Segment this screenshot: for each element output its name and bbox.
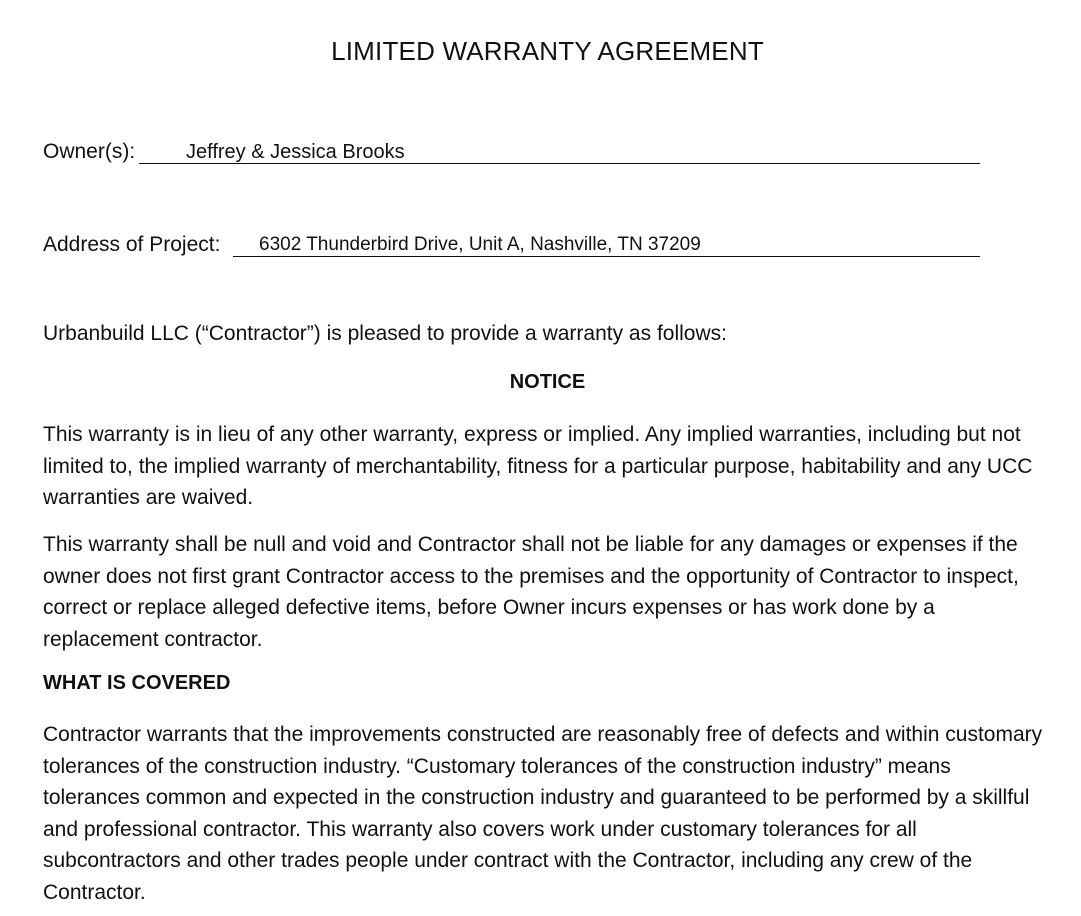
address-label: Address of Project: [43,233,221,256]
address-field [43,233,220,257]
intro-text: Urbanbuild LLC (“Contractor”) is pleased to provide a warranty as follows: [43,322,727,345]
covered-paragraph: Contractor warrants that the improvements constructed are reasonably free of defects and within customary tolerances of the construction industry. “Customary tolerances of the construction industry” means tolerances common and expected in the construction industry and guaranteed to be performed by a skillful and professional contractor. This warranty also covers work under customary tolerances for all subcontractors and other trades people under contract with the Contractor, including any crew of the Contractor. [43,723,1043,904]
document-title: LIMITED WARRANTY AGREEMENT [331,36,764,66]
covered-heading: WHAT IS COVERED [43,672,231,694]
address-underline [233,256,980,257]
notice-heading: NOTICE [509,371,586,393]
owner-value: Jeffrey & Jessica Brooks [186,141,405,163]
notice-paragraph-1: This warranty is in lieu of any other warranty, express or implied. Any implied warranties, including but not limited to, the implied warranty of merchantability, fitness for a particular purpose, habitability and any UCC warranties are waived. [43,423,1033,510]
address-value: 6302 Thunderbird Drive, Unit A, Nashville, TN 37209 [259,234,701,255]
owner-field [43,140,135,164]
owner-label: Owner(s): [43,140,136,163]
notice-paragraph-2: This warranty shall be null and void and Contractor shall not be liable for any damages or expenses if the owner does not first grant Contractor access to the premises and the opportunity of Contractor to inspect, correct or replace alleged defective items, before Owner incurs expenses or has work done by a replacement contractor. [43,533,1019,651]
